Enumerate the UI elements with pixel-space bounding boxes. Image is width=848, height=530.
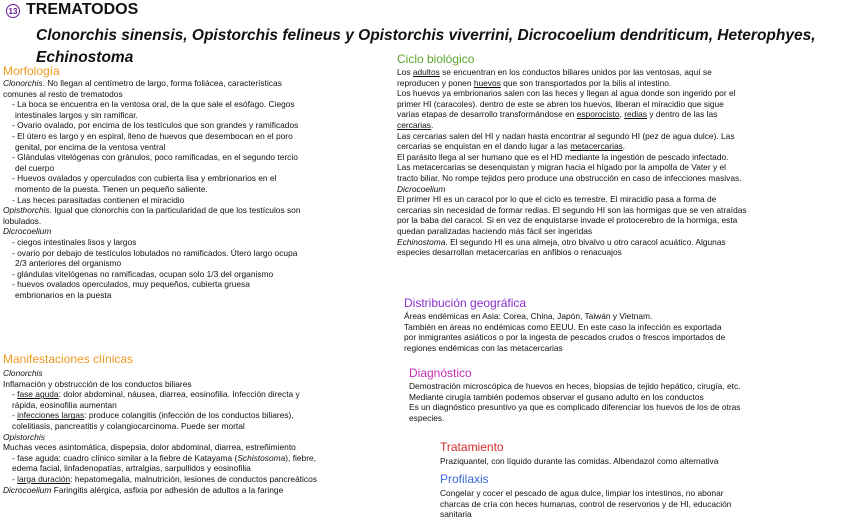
ciclo-heading: Ciclo biológico	[397, 52, 475, 66]
text-line: El parásito llega al ser humano que es el HD mediante la ingestión de pescado infectado.	[397, 151, 729, 162]
text-line: genital, por encima de la ventosa ventral	[15, 141, 166, 152]
text-line: Praziquantel, con líquido durante las comidas. Albendazol como alternativa	[440, 456, 719, 466]
text-line: cercarias sin necesidad de formar redias. El segundo HI son las hormigas que se ven atraídas	[397, 204, 747, 215]
text-line: Echinostoma. El segundo HI es una almeja, otro bivalvo u otro caracol acuático. Algunas	[397, 236, 726, 247]
text-line: Muchas veces asintomática, dispepsia, dolor abdominal, diarrea, estreñimiento	[3, 442, 296, 453]
text-line: - El útero es largo y en espiral, lleno de huevos que desembocan en el poro	[12, 130, 293, 141]
text-line: rápida, eosinofilia aumentan	[12, 399, 117, 410]
text-line: Demostración microscópica de huevos en heces, biopsias de tejido hepático, cirugía, etc.	[409, 381, 741, 391]
text-line: - infecciones largas: produce colangitis (infección de los conductos biliares),	[12, 410, 294, 421]
page-subtitle: Clonorchis sinensis, Opistorchis felineus y Opistorchis viverrini, Dicrocoelium dendriticum, Heterophyes, Echinostoma	[36, 27, 816, 66]
text-line: Áreas endémicas en Asia: Corea, China, Japón, Taiwán y Vietnam.	[404, 311, 653, 321]
text-line: Clonorchis. No llegan al centímetro de largo, forma foliácea, características	[3, 78, 282, 88]
morfologia-heading: Morfología	[3, 64, 60, 78]
opisthorchis-label: Opistorchis	[3, 431, 45, 442]
text-line: Dicrocoelium Faringitis alérgica, asfixia por adhesión de adultos a la faringe	[3, 484, 284, 495]
text-line: reproducen y ponen huevos que son transportados por la bilis al intestino.	[397, 77, 672, 88]
text-line: - fase aguda: dolor abdominal, náusea, diarrea, eosinofilia. Infección directa y	[12, 389, 300, 400]
text-line: especies desarrollan metacercarias en anfibios o renacuajos	[397, 247, 622, 258]
text-line: - ciegos intestinales lisos y largos	[12, 236, 137, 247]
text-line: - fase aguda: cuadro clínico similar a la fiebre de Katayama (Schistosoma), fiebre,	[12, 452, 316, 463]
dicrocoelium-label: Dicrocoelium	[3, 226, 52, 237]
ciclo-section	[397, 67, 747, 258]
tratamiento-heading: Tratamiento	[440, 440, 504, 454]
text-line: Mediante cirugía también podemos observar el gusano adulto en los conductos	[409, 391, 704, 402]
text-line: momento de la puesta. Tienen un pequeño saliente.	[15, 183, 208, 194]
profilaxis-heading: Profilaxis	[440, 472, 489, 486]
text-line: comunes al resto de trematodos	[3, 88, 123, 99]
text-line: varias etapas de desarrollo transformándose en esporocisto, redias y dentro de las las	[397, 109, 718, 120]
text-line: quedan paralizadas haciendo más fácil ser ingeridas	[397, 225, 593, 236]
text-line: regiones endémicas con las metacercarias	[404, 342, 563, 353]
text-line: del cuerpo	[15, 162, 55, 173]
text-line: Opisthorchis. Igual que clonorchis con la particularidad de que los testículos son	[3, 205, 301, 216]
text-line: Es un diagnóstico presuntivo ya que es complicado diferenciar los huevos de los de otras	[409, 402, 741, 413]
clonorchis-label: Clonorchis	[3, 368, 43, 378]
text-line: - ovario por debajo de testículos lobulados no ramificados. Útero largo ocupa	[12, 247, 298, 258]
text-line: 2/3 anteriores del organismo	[15, 258, 122, 269]
text-line: por la baba del caracol. Si en vez de enquistarse invade el protocerebro de la hormiga, esta	[397, 215, 738, 226]
text-line: edema facial, linfadenopatías, artralgias, sarpullidos y eosinofilia	[12, 463, 251, 474]
text-line: sanitaria	[440, 509, 472, 520]
clonorchis-label: Clonorchis	[3, 78, 43, 88]
page-title: TREMATODOS	[26, 1, 139, 18]
section-number-badge: 13	[6, 4, 20, 18]
text-line: Los huevos ya embrionarios salen con las heces y llegan al agua donde son ingerido por el	[397, 88, 736, 99]
text-line: - La boca se encuentra en la ventosa oral, de la que sale el esófago. Ciegos	[12, 99, 295, 110]
text-line: Los adultos se encuentran en los conductos biliares unidos por las ventosas, aquí se	[397, 67, 712, 77]
text-line: intestinales largos y sin ramificar.	[15, 109, 138, 120]
text-line: especies.	[409, 412, 445, 423]
text-line: - larga duración: hepatomegalia, malnutrición, lesiones de conductos pancreáticos	[12, 473, 317, 484]
text-line: El primer HI es un caracol por lo que el ciclo es terrestre. El miracidio pasa a forma de	[397, 194, 717, 205]
text-line: cercarias se enquistan en el dando lugar a las metacercarias.	[397, 141, 626, 152]
dicrocoelium-label: Dicrocoelium	[3, 484, 52, 495]
text-line: cercarias.	[397, 119, 434, 130]
text-line: - Ovario ovalado, por encima de los testículos que son grandes y ramificados	[12, 120, 299, 131]
text-line: primer HI (caracoles). dentro de este se abren los huevos, liberan el miracidio que sigue	[397, 98, 724, 109]
text-line: - glándulas vitelógenas no ramificadas, ocupan solo 1/3 del organismo	[12, 268, 274, 279]
diagnostico-section	[409, 381, 740, 423]
distribucion-section	[404, 311, 725, 353]
text-line: Inflamación y obstrucción de los conductos biliares	[3, 378, 192, 389]
text-line: colelitiasis, pancreatitis y colangiocarcinoma. Puede ser mortal	[12, 420, 245, 431]
text-line: Las metacercarias se desenquistan y migran hacia el hígado por la ampolla de Vater y el	[397, 162, 726, 173]
text-line: - Las heces parasitadas contienen el miracidio	[12, 194, 185, 205]
text-line: embrionarios en la puesta	[15, 289, 112, 300]
opisthorchis-label: Opisthorchis	[3, 205, 50, 216]
text-line: por inmigrantes asiáticos o por la ingesta de pescados crudos o frescos importados de	[404, 332, 726, 343]
distribucion-heading: Distribución geográfica	[404, 296, 527, 310]
manifestaciones-heading: Manifestaciones clínicas	[3, 352, 134, 366]
profilaxis-section	[440, 488, 731, 520]
text-line: tracto biliar. No rompe tejidos pero produce una obstrucción en caso de infecciones masivas.	[397, 172, 742, 183]
dicrocoelium-label: Dicrocoelium	[397, 183, 446, 194]
text-line: charcas de cría con heces humanas, control de reservorios y de HI, educación	[440, 498, 732, 509]
morfologia-section	[3, 78, 300, 300]
text-line: - Huevos ovalados y operculados con cubierta lisa y embrionarios en el	[12, 173, 277, 184]
tratamiento-section	[440, 456, 718, 467]
text-line: - huevos ovalados operculados, muy pequeños, cubierta gruesa	[12, 279, 250, 290]
echinostoma-label: Echinostoma	[397, 236, 446, 247]
manifestaciones-section	[3, 368, 317, 495]
text-line: Las cercarias salen del HI y nadan hasta encontrar al segundo HI (pez de agua dulce). Las	[397, 130, 735, 141]
text-line: Congelar y cocer el pescado de agua dulce, limpiar los intestinos, no abonar	[440, 488, 724, 498]
diagnostico-heading: Diagnóstico	[409, 366, 472, 380]
text-line: lobulados.	[3, 215, 42, 226]
text-line: También en áreas no endémicas como EEUU. En este caso la infección es exportada	[404, 321, 722, 332]
text-line: - Glándulas vitelógenas con gránulos, poco ramificadas, en el segundo tercio	[12, 152, 298, 163]
